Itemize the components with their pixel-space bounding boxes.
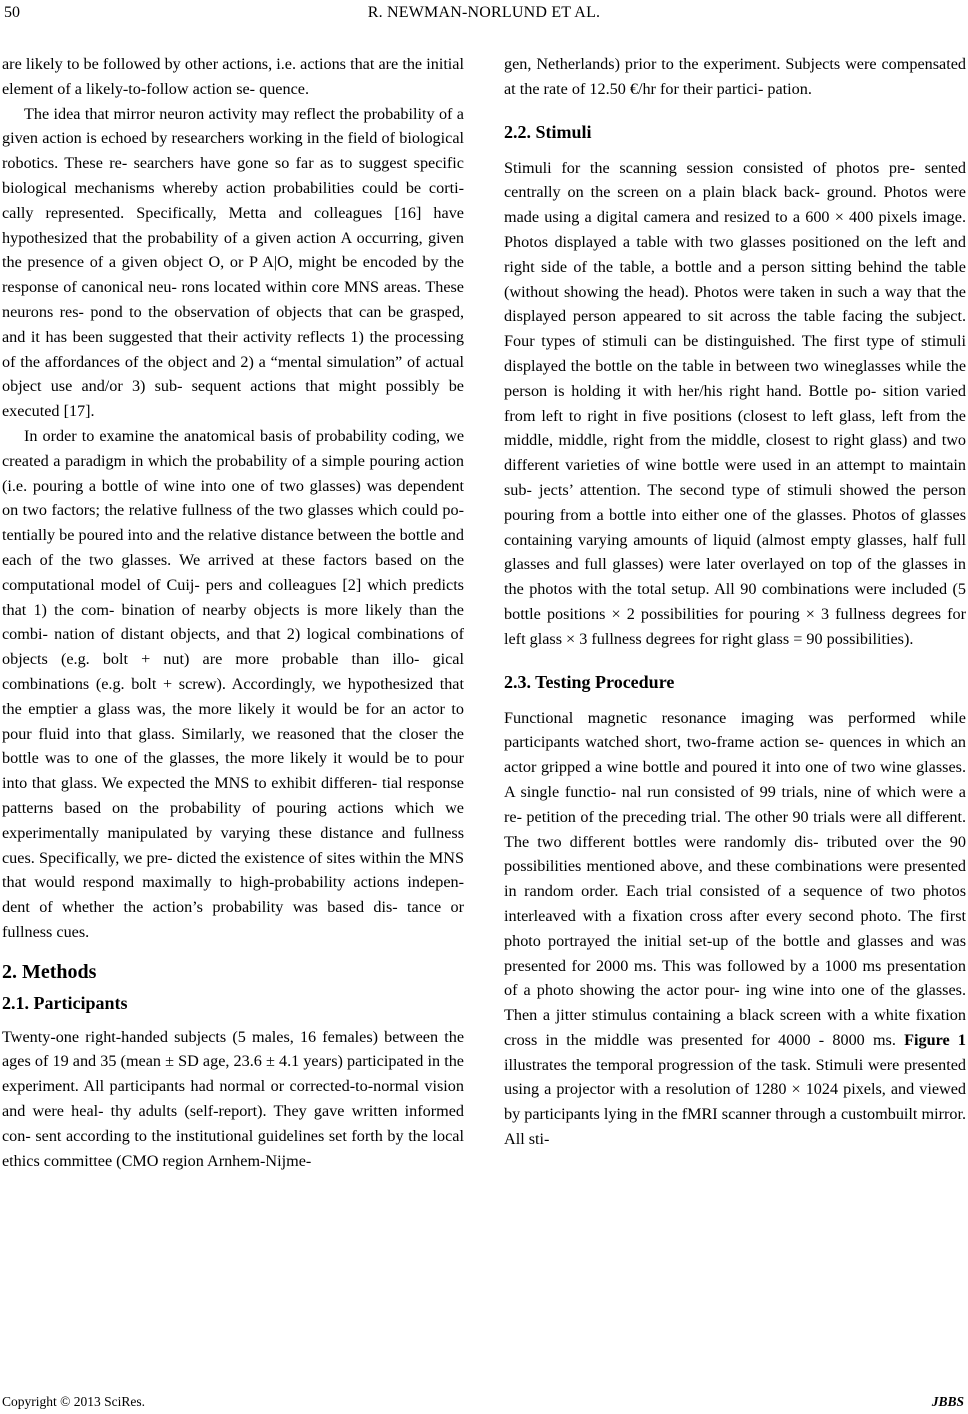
journal-abbreviation: JBBS: [931, 1394, 964, 1409]
paragraph: The idea that mirror neuron activity may reflect the probability of a given action is echoed by researchers working in the field of biological robotics. These re- searchers have gone so far as to suggest specific biological mechanisms whereby action probabilities could be corti- cally represented. Specifically, Metta and colleagues [16] have hypothesized that the probability of a given action A occurring, given the presence of a given object O, or P A|O, might be encoded by the response of canonical neu- rons located within core MNS areas. These neurons res- pond to the observation of objects that can be grasped, and it has been suggested that their activity reflects 1) the processing of the affordances of the object and 2) a “mental simulation” of actual object use and/or 3) sub- sequent actions that might possibly be executed [17].: [2, 104, 464, 421]
figure-reference[interactable]: Figure 1: [904, 1030, 966, 1049]
page-number: 50: [4, 4, 20, 21]
paragraph: gen, Netherlands) prior to the experiment. Subjects were compensated at the rate of 12.50 €/hr for their partici- pation.: [504, 55, 966, 98]
paragraph: Stimuli for the scanning session consisted of photos pre- sented centrally on the screen on a plain black back- ground. Photos were made using a digital camera and resized to a 600 × 400 pixels image. Photos displayed a table with two glasses positioned on the left and right side of the table, a bottle and a person sitting behind the table (without showing the head). Photos were taken in such a way that the displayed person appeared to sit across the table facing the subject. Four types of stimuli can be distinguished. The first type of stimuli displayed the bottle on the table in between two wineglasses while the person is holding it with her/his right hand. Bottle po- sition varied from left to right in five positions (closest to left glass, left from the middle, middle, right from the middle, closest to right glass) and two different varieties of wine bottle were used in an attempt to maintain sub- jects’ attention. The second type of stimuli showed the person pouring from a bottle into either one of the glasses. Photos of glasses containing varying amounts of liquid (almost empty glasses, half full glasses and full glasses) were later overlayed on top of the glasses in the photos with the total setup. All 90 combinations were included (5 bottle positions × 2 possibilities for pouring × 3 fullness degrees for left glass × 3 fullness degrees for right glass = 90 possibilities).: [504, 158, 966, 648]
subsection-heading-participants: 2.1. Participants: [2, 992, 128, 1013]
copyright-notice: Copyright © 2013 SciRes.: [2, 1394, 146, 1409]
page-footer: [0, 1394, 968, 1414]
paragraph-text: illustrates the temporal progression of the task. Stimuli were presented using a projector with a resolution of 1280 × 1024 pixels, and viewed by participants lying in the fMRI scanner through a custombuilt mirror. All sti-: [504, 1055, 966, 1149]
subsection-heading-testing-procedure: 2.3. Testing Procedure: [504, 671, 675, 692]
paragraph: are likely to be followed by other actions, i.e. actions that are the initial element of a likely-to-follow action se- quence.: [2, 55, 464, 98]
running-head: R. NEWMAN-NORLUND ET AL.: [367, 4, 601, 21]
right-column: [504, 52, 966, 1152]
paragraph: In order to examine the anatomical basis of probability coding, we created a paradigm in which the probability of a simple pouring action (i.e. pouring a bottle of wine into one of two glasses) was dependent on two factors; the relative fullness of the two glasses which could po- tentially be poured into and the relative distance between the bottle and each of the two glasses. We arrived at these factors based on the computational model of Cuij- pers and colleagues [2] which predicts that 1) the com- bination of nearby objects is more likely than the combi- nation of distant objects, and that 2) logical combinations of objects (e.g. bolt + nut) are more probable than illo- gical combinations (e.g. bolt + screw). Accordingly, we hypothesized that the emptier a glass was, the more likely it would be for an actor to pour fluid into that glass. Similarly, we reasoned that the closer the bottle was to one of the glasses, the more likely it would be to pour into that glass. We expected the MNS to exhibit differen- tial response patterns based on the probability of pouring actions which we experimentally manipulated by varying these distance and fullness cues. Specifically, we pre- dicted the existence of sites within the MNS that would respond maximally to high-probability actions indepen- dent of whether the action’s probability was based dis- tance or fullness cues.: [2, 426, 464, 941]
paragraph-text: Functional magnetic resonance imaging was performed while participants watched short, two-frame action se- quences in which an actor gripped a wine bottle and poured it into one of two wine glasses. A single functio- nal run consisted of 99 trials, nine of which were a re- petition of the preceding trial. The other 90 trials were all different. The two different bottles were randomly dis- tributed over the 90 possibilities mentioned above, and these combinations were presented in random order. Each trial consisted of a sequence of two photos interleaved with a fixation cross after every second photo. The first photo portrayed the initial set-up of the bottle and glasses and was presented for 2000 ms. This was followed by a 1000 ms presentation of a photo showing the actor pour- ing wine into one of the glasses. Then a jitter stimulus containing a black screen with a white fixation cross in the middle was presented for 4000 - 8000 ms.: [504, 708, 966, 1049]
subsection-heading-stimuli: 2.2. Stimuli: [504, 121, 592, 142]
paragraph: [504, 706, 966, 1152]
page-header: [0, 0, 968, 40]
section-heading-methods: 2. Methods: [2, 960, 97, 983]
left-column: [2, 52, 464, 1173]
paragraph: Twenty-one right-handed subjects (5 males, 16 females) between the ages of 19 and 35 (mean ± SD age, 23.6 ± 4.1 years) participated in the experiment. All participants had normal or corrected-to-normal vision and were heal- thy adults (self-report). They gave written informed con- sent according to the institutional guidelines set forth by the local ethics committee (CMO region Arnhem-Nijme-: [2, 1027, 464, 1170]
